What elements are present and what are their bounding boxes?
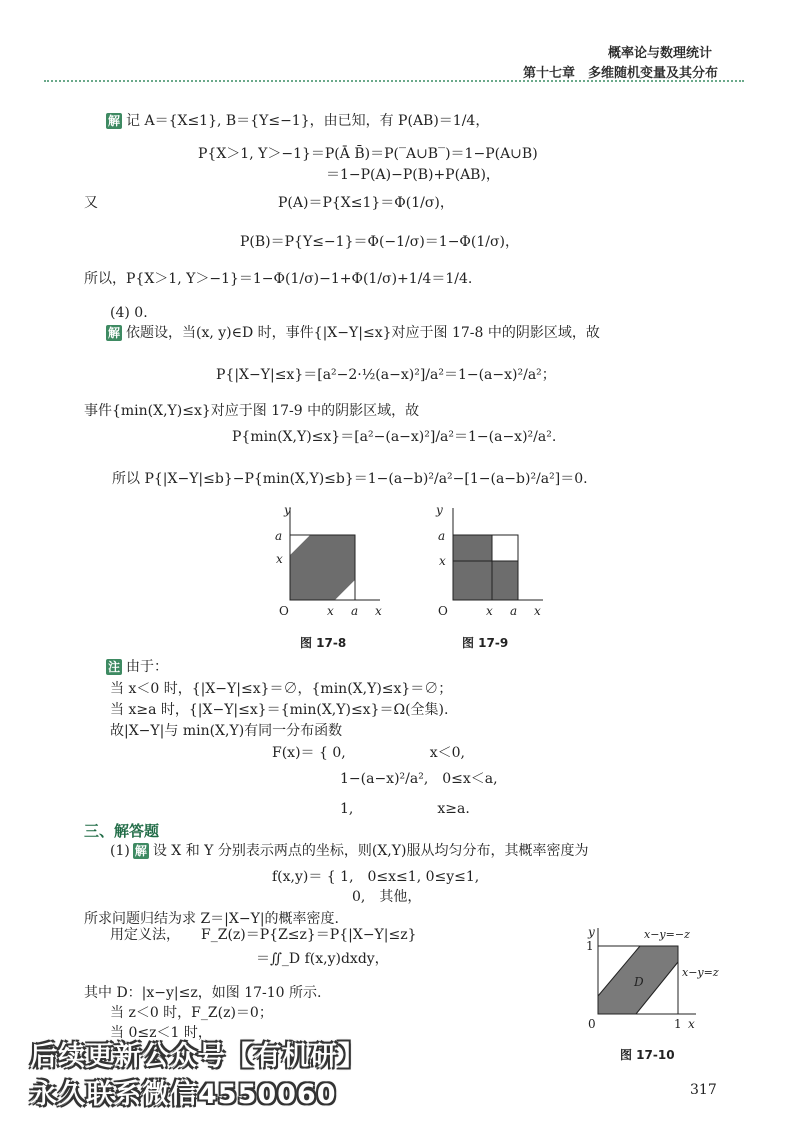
figure-17-8 <box>255 500 385 625</box>
section-title-3: 三、解答题 <box>84 822 160 840</box>
cdf-case-1: F(x)＝ { 0, x＜0, <box>272 745 465 761</box>
tick-a-y: a <box>438 529 446 543</box>
header-divider <box>44 80 744 82</box>
axis-y-label: y <box>588 925 595 939</box>
note-line-3: 当 x≥a 时，{|X−Y|≤x}＝{min(X,Y)≤x}＝Ω(全集). <box>110 702 449 718</box>
note-tag: 注 <box>108 660 121 674</box>
tick-x-y: x <box>276 552 283 566</box>
line-label-top: x−y=−z <box>644 928 690 941</box>
solution-line-5: P(B)＝P{Y≤−1}＝Φ(−1/σ)＝1−Φ(1/σ)， <box>240 234 520 250</box>
region-D-label: D <box>634 975 644 989</box>
solution-4-line-3: 事件{min(X,Y)≤x}对应于图 17-9 中的阴影区域，故 <box>84 403 420 419</box>
cdf-case-2: 1−(a−x)²/a², 0≤x＜a, <box>340 771 498 787</box>
axis-x-label: x <box>688 1017 695 1031</box>
figure-17-9-caption: 图 17-9 <box>462 636 509 650</box>
tick-a-y: a <box>275 529 283 543</box>
page-number: 317 <box>690 1082 717 1098</box>
problem-1-line-3: 用定义法， F_Z(z)＝P{Z≤z}＝P{|X−Y|≤z} <box>110 927 417 943</box>
problem-1-line-5: 其中 D：|x−y|≤z，如图 17-10 所示. <box>84 985 322 1001</box>
running-head-chapter: 第十七章 多维随机变量及其分布 <box>522 66 718 81</box>
tick-1-x: 1 <box>674 1017 682 1031</box>
problem-1-line-7: 当 0≤z＜1 时， <box>110 1025 212 1041</box>
note-line-1: 注 由于： <box>108 659 169 675</box>
solution-line-3: ＝1−P(A)−P(B)+P(AB)， <box>326 167 500 183</box>
cdf-case-3: 1, x≥a. <box>340 801 470 817</box>
density-case-2: 0, 其他， <box>352 889 422 905</box>
solution-line-1: 解 记 A＝{X≤1}, B＝{Y≤−1}，由已知，有 P(AB)＝1/4， <box>108 113 490 129</box>
solution-line-4-prefix: 又 <box>84 195 98 211</box>
solution-line-6: 所以，P{X＞1, Y＞−1}＝1−Φ(1/σ)−1+Φ(1/σ)+1/4＝1/4. <box>84 271 473 287</box>
watermark-line-1: 后续更新公众号【有机研】 <box>30 1041 366 1072</box>
watermark-line-2: 永久联系微信4550060 <box>30 1079 337 1110</box>
solution-tag: 解 <box>134 844 147 858</box>
solution-4-line-1: 解 依题设，当(x, y)∈D 时，事件{|X−Y|≤x}对应于图 17-8 中的阴影区域，故 <box>108 325 600 341</box>
solution-tag: 解 <box>108 114 121 128</box>
problem-1-line-1: (1) 解 设 X 和 Y 分别表示两点的坐标，则(X,Y)服从均匀分布，其概率密度为 <box>110 843 589 859</box>
tick-1-y: 1 <box>586 939 594 953</box>
axis-x-label: x <box>375 604 382 618</box>
figure-17-9 <box>418 500 548 625</box>
density-case-1: f(x,y)＝ { 1, 0≤x≤1, 0≤y≤1, <box>272 869 480 885</box>
axis-y-label: y <box>436 503 443 517</box>
note-line-4: 故|X−Y|与 min(X,Y)有同一分布函数 <box>110 723 343 739</box>
solution-line-2: P{X＞1, Y＞−1}＝P(Ā B̄)＝P(‾A∪B‾)＝1−P(A∪B) <box>198 146 538 162</box>
solution-4-line-2: P{|X−Y|≤x}＝[a²−2·½(a−x)²]/a²＝1−(a−x)²/a²； <box>216 367 556 383</box>
running-head-subject: 概率论与数理统计 <box>607 46 712 61</box>
figure-17-10-caption: 图 17-10 <box>620 1048 675 1062</box>
origin-label: O <box>279 604 289 618</box>
problem-1-line-2: 所求问题归结为求 Z＝|X−Y|的概率密度. <box>84 911 340 927</box>
note-line-2: 当 x＜0 时，{|X−Y|≤x}＝∅，{min(X,Y)≤x}＝∅； <box>110 681 453 697</box>
item-4-answer: (4) 0. <box>110 305 148 321</box>
solution-4-line-5: 所以 P{|X−Y|≤b}−P{min(X,Y)≤b}＝1−(a−b)²/a²−[1−(a−b)²/a²]＝0. <box>112 471 588 487</box>
axis-x-label: x <box>534 604 541 618</box>
problem-1-line-6: 当 z＜0 时，F_Z(z)＝0； <box>110 1005 273 1021</box>
figure-17-10 <box>578 924 728 1039</box>
tick-a-x: a <box>510 604 518 618</box>
axis-y-label: y <box>284 503 291 517</box>
solution-4-line-4: P{min(X,Y)≤x}＝[a²−(a−x)²]/a²＝1−(a−x)²/a². <box>232 429 557 445</box>
problem-1-line-4: ＝∬_D f(x,y)dxdy， <box>256 951 389 967</box>
line-label-right: x−y=z <box>682 966 719 979</box>
tick-x-x: x <box>486 604 493 618</box>
origin-0: 0 <box>588 1017 596 1031</box>
tick-a-x: a <box>351 604 359 618</box>
origin-label: O <box>438 604 448 618</box>
solution-tag: 解 <box>108 326 121 340</box>
figure-17-8-caption: 图 17-8 <box>300 636 347 650</box>
tick-x-y: x <box>439 554 446 568</box>
tick-x-x: x <box>327 604 334 618</box>
solution-line-4: P(A)＝P{X≤1}＝Φ(1/σ)， <box>278 195 454 211</box>
